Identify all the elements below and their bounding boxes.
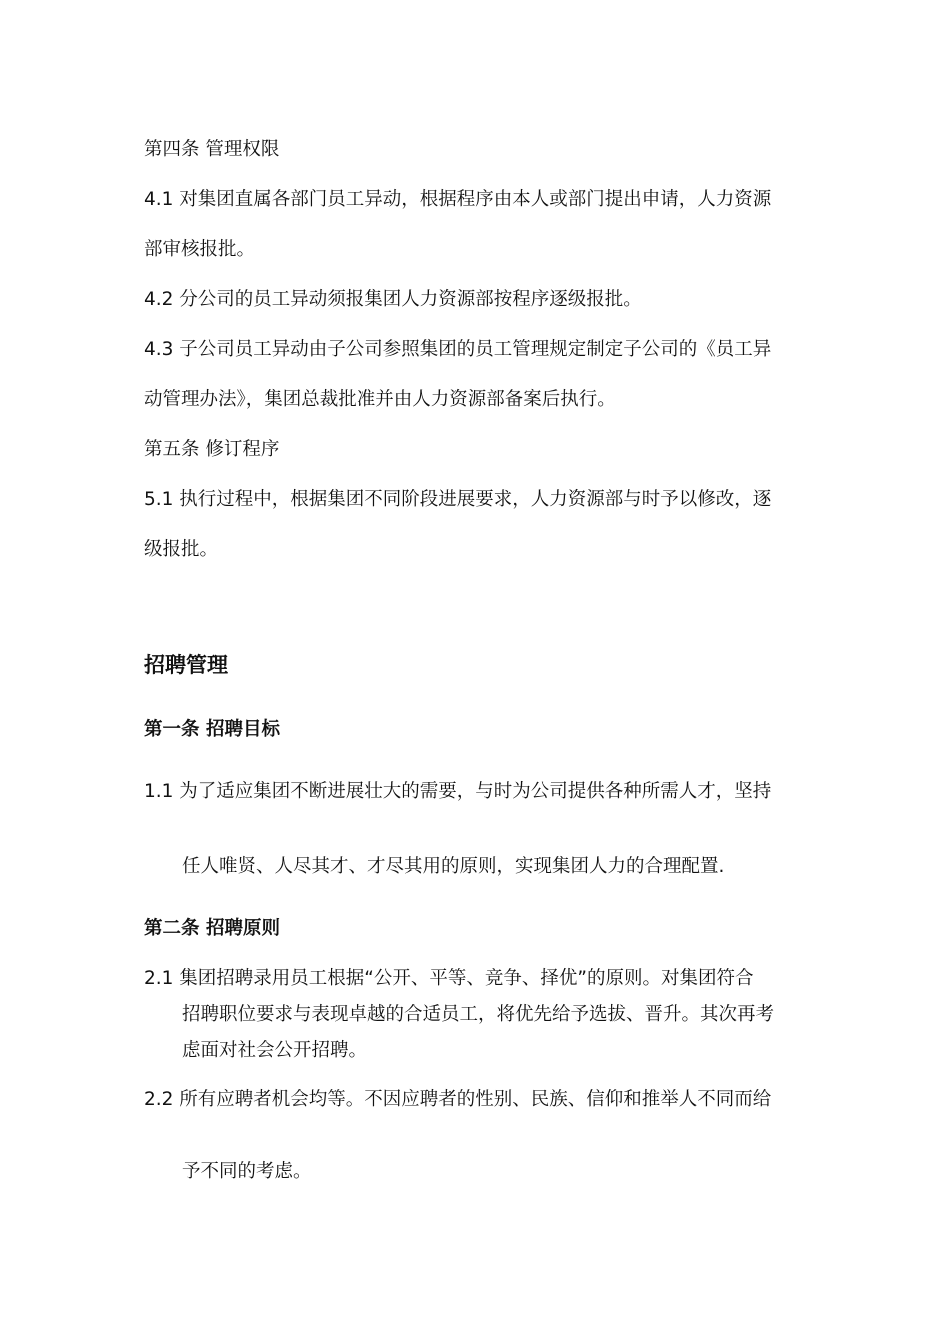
paragraph-4-1-line-1: 4.1 对集团直属各部门员工异动，根据程序由本人或部门提出申请，人力资源 bbox=[144, 189, 772, 210]
paragraph-4-2: 4.2 分公司的员工异动须报集团人力资源部按程序逐级报批。 bbox=[144, 289, 642, 310]
paragraph-2-2-line-1: 2.2 所有应聘者机会均等。不因应聘者的性别、民族、信仰和推举人不同而给 bbox=[144, 1089, 772, 1110]
paragraph-2-1-line-1: 2.1 集团招聘录用员工根据“公开、平等、竞争、择优”的原则。对集团符合 bbox=[144, 968, 754, 989]
paragraph-1-1-line-2: 任人唯贤、人尽其才、才尽其用的原则，实现集团人力的合理配置. bbox=[182, 856, 725, 877]
paragraph-1-1-line-1: 1.1 为了适应集团不断进展壮大的需要，与时为公司提供各种所需人才，坚持 bbox=[144, 781, 772, 802]
paragraph-2-2-line-2: 予不同的考虑。 bbox=[182, 1161, 312, 1182]
paragraph-2-1-line-2: 招聘职位要求与表现卓越的合适员工，将优先给予选拔、晋升。其次再考 bbox=[182, 1004, 775, 1025]
paragraph-4-3-line-2: 动管理办法》，集团总裁批准并由人力资源部备案后执行。 bbox=[144, 389, 616, 410]
paragraph-5-1-line-1: 5.1 执行过程中，根据集团不同阶段进展要求，人力资源部与时予以修改，逐 bbox=[144, 489, 772, 510]
article-1-title: 第一条 招聘目标 bbox=[144, 719, 280, 740]
paragraph-5-1-line-2: 级报批。 bbox=[144, 539, 219, 560]
paragraph-2-1-line-3: 虑面对社会公开招聘。 bbox=[182, 1040, 368, 1061]
article-2-title: 第二条 招聘原则 bbox=[144, 918, 280, 939]
paragraph-4-1-line-2: 部审核报批。 bbox=[144, 239, 256, 260]
article-5-title: 第五条 修订程序 bbox=[144, 439, 280, 460]
paragraph-4-3-line-1: 4.3 子公司员工异动由子公司参照集团的员工管理规定制定子公司的《员工异 bbox=[144, 339, 772, 360]
article-4-title: 第四条 管理权限 bbox=[144, 139, 280, 160]
section-heading-recruitment: 招聘管理 bbox=[144, 653, 228, 677]
